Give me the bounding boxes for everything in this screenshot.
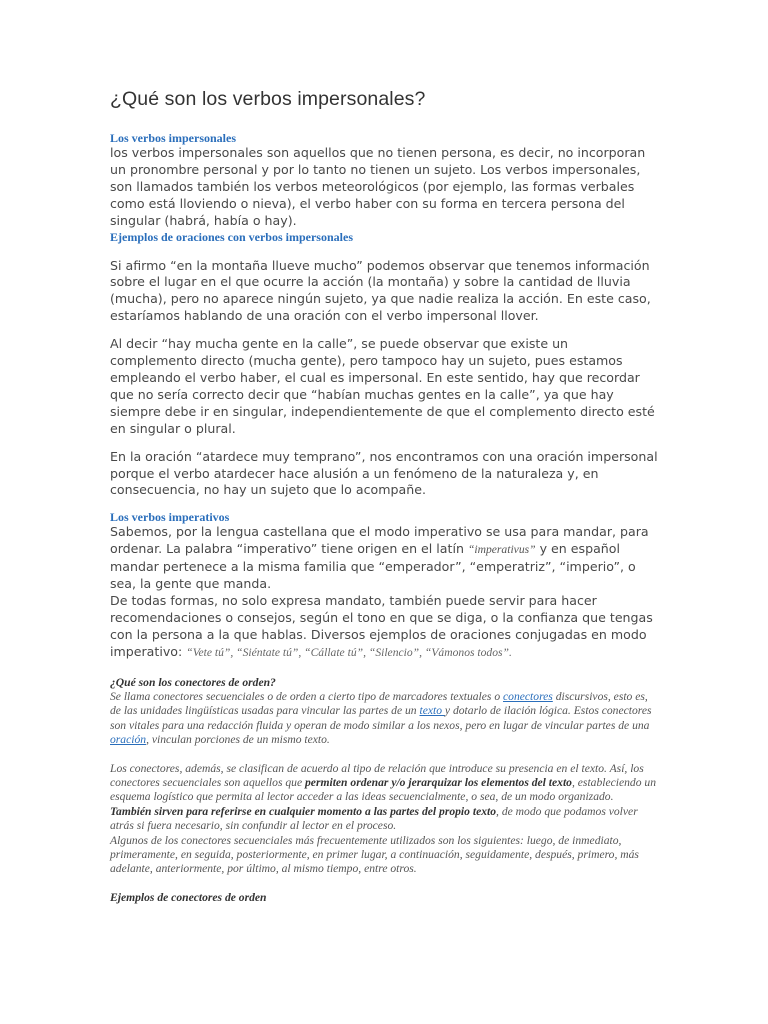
text-run: Los conectores, además, se clasifican de acuerdo al tipo de relación que introduce su presencia en el texto. Así, los conectores secuenciales son aquellos que [110, 761, 644, 789]
text-run: y dotarlo de ilación lógica. Estos conectores son vitales para una redacción fluida y operan de modo similar a los nexos, pero en lugar de vincular partes de una [110, 704, 652, 732]
section-ejemplos-impersonales [110, 230, 658, 500]
paragraph: los verbos impersonales son aquellos que no tienen persona, es decir, no incorporan un pronombre personal y por lo tanto no tienen un sujeto. Los verbos impersonales, son llamados también los verbos meteorológicos (por ejemplo, las formas verbales como está lloviendo o nieva), el verbo haber con su forma en tercera persona del singular (habrá, había o hay). [110, 145, 646, 228]
paragraph: En la oración “atardece muy temprano”, nos encontramos con una oración impersonal porque el verbo atardecer hace alusión a un fenómeno de la naturaleza y, en consecuencia, no hay un sujeto que lo acompañe. [110, 448, 658, 498]
link-texto[interactable]: texto [419, 704, 445, 718]
section-heading: Los verbos impersonales [110, 131, 236, 145]
text-run: Sabemos, por la lengua castellana que el modo imperativo se usa para mandar, para ordenar. La palabra “imperativo” tiene origen en el latín [110, 524, 649, 557]
paragraph [110, 593, 658, 662]
bold-run: permiten ordenar y/o jerarquizar los elementos del texto [305, 776, 572, 789]
text-run: Se llama conectores secuenciales o de orden a cierto tipo de marcadores textuales o [110, 689, 504, 703]
document-page [110, 88, 658, 905]
text-run: y en español mandar pertenece a la misma familia que “emperador”, “emperatriz”, “imperio”, o sea, la gente que manda. [110, 541, 636, 592]
link-oracion[interactable]: oración [110, 733, 147, 747]
text-run: De todas formas, no solo expresa mandato, también puede servir para hacer recomendaciones o consejos, según el tono en que se diga, o la confianza que tengas con la persona a la que hablas. Diversos ejemplos de oraciones conjugadas en modo imperativo: [110, 592, 653, 659]
latin-term: “imperativus” [467, 543, 536, 557]
paragraph [110, 805, 658, 834]
page-title: ¿Qué son los verbos impersonales? [110, 88, 426, 110]
paragraph [110, 524, 658, 593]
section-heading: Los verbos imperativos [110, 510, 230, 525]
section-heading: Ejemplos de oraciones con verbos impersonales [110, 229, 353, 244]
section-ejemplos-conectores [110, 891, 658, 905]
section-verbos-impersonales [110, 131, 658, 230]
section-heading: ¿Qué son los conectores de orden? [110, 675, 276, 689]
paragraph [110, 690, 658, 748]
section-conectores-de-orden [110, 676, 658, 877]
paragraph: Al decir “hay mucha gente en la calle”, se puede observar que existe un complemento directo (mucha gente), pero tampoco hay un sujeto, pues estamos empleando el verbo haber, el cual es impersonal. En este sentido, hay que recordar que no sería correcto decir que “habían muchas gentes en la calle”, ya que hay siempre debe ir en singular, independientemente de que el complemento directo esté en singular o plural. [110, 336, 655, 436]
section-heading: Ejemplos de conectores de orden [110, 890, 267, 904]
paragraph: Si afirmo “en la montaña llueve mucho” podemos observar que tenemos información sobre el lugar en el que ocurre la acción (la montaña) y sobre la cantidad de lluvia (mucha), pero no aparece ningún sujeto, ya que nadie realiza la acción. En este caso, estaríamos hablando de una oración con el verbo impersonal llover. [110, 257, 651, 324]
text-run: , estableciendo un esquema logístico que permita al lector acceder a las ideas secuencialmente, o sea, de un modo organizado. [110, 776, 657, 804]
text-run: , de modo que podamos volver atrás si fuera necesario, sin confundir al lector en el proceso. [110, 804, 638, 833]
bold-run: También sirven para referirse en cualquier momento a las partes del propio texto [110, 804, 497, 818]
text-run: discursivos, esto es, de las unidades lingüísticas usadas para vincular las partes de un [110, 689, 648, 718]
paragraph: Algunos de los conectores secuenciales más frecuentemente utilizados son los siguientes: luego, de inmediato, primeramente, en seguida, posteriormente, en primer lugar, a continuación, seguidamente, después, primero, más adelante, anteriormente, por último, al mismo tiempo, entre otros. [110, 833, 639, 876]
link-conectores[interactable]: conectores [503, 689, 553, 703]
examples-list: “Vete tú”, “Siéntate tú”, “Cállate tú”, “Silencio”, “Vámonos todos”. [186, 645, 512, 659]
section-verbos-imperativos [110, 510, 658, 661]
paragraph [110, 762, 658, 805]
text-run: , vinculan porciones de un mismo texto. [146, 733, 330, 747]
